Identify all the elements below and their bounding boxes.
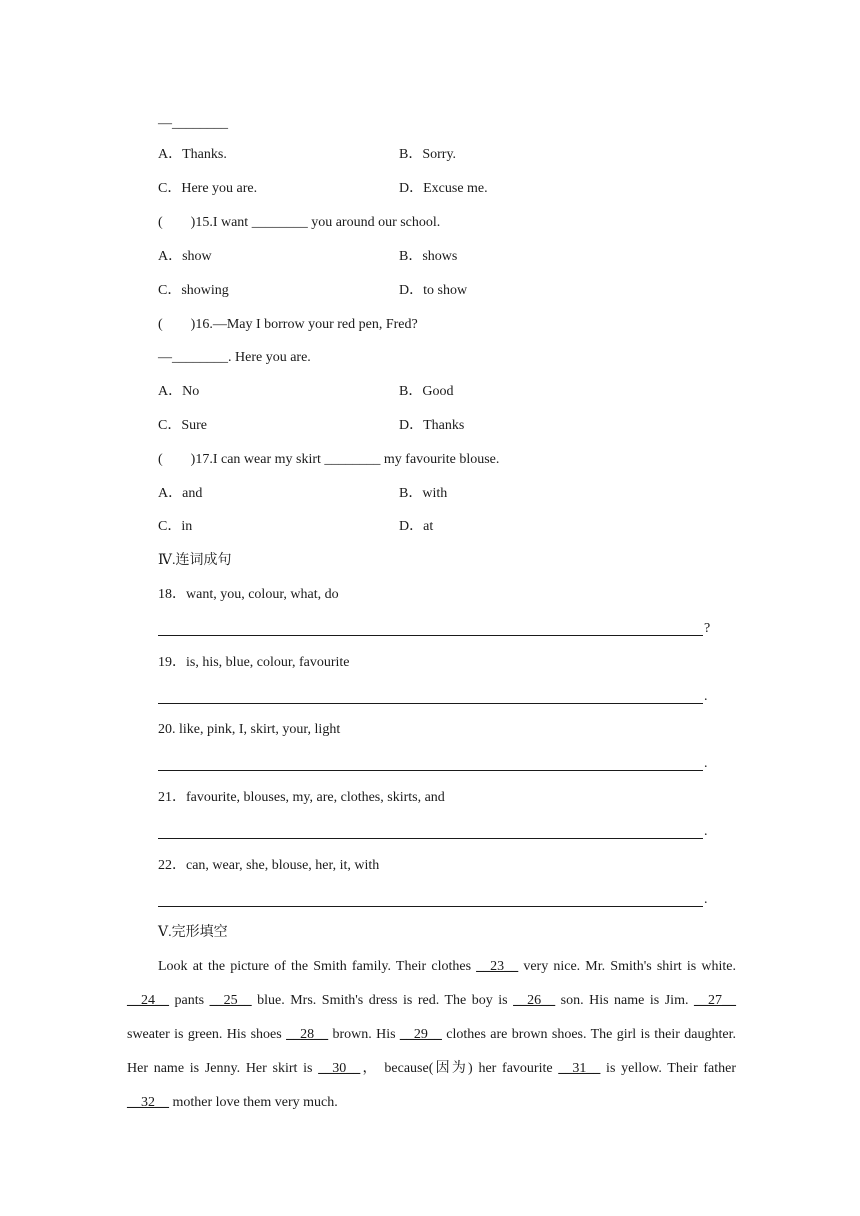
passage-text: sweater is green. His shoes [127, 1027, 287, 1042]
q19-prompt: 19．is, his, blue, colour, favourite [158, 655, 350, 670]
q15-option-a: A．show [158, 249, 212, 264]
q17-option-a: A．and [158, 486, 203, 501]
blank-23[interactable]: __23__ [476, 959, 519, 974]
q16-option-d: D．Thanks [399, 418, 465, 433]
q18-answer-line[interactable] [158, 635, 703, 636]
blank-29[interactable]: __29__ [399, 1027, 442, 1042]
q17-stem: ( )17.I can wear my skirt ________ my favourite blouse. [158, 452, 500, 467]
blank-27[interactable]: __27__ [693, 993, 736, 1008]
q14-answer-dash: —________ [158, 116, 228, 131]
q16-option-b: B．Good [399, 384, 454, 399]
q16-reply: —________. Here you are. [158, 350, 311, 365]
q20-prompt: 20. like, pink, I, skirt, your, light [158, 722, 341, 737]
q14-option-d: D．Excuse me. [399, 181, 488, 196]
passage-text: very nice. Mr. Smith's shirt is white. [518, 959, 736, 974]
q14-option-c: C．Here you are. [158, 181, 258, 196]
q16-option-c: C．Sure [158, 418, 207, 433]
passage-text: son. His name is Jim. [555, 993, 694, 1008]
blank-24[interactable]: __24__ [127, 993, 169, 1008]
blank-26[interactable]: __26__ [513, 993, 556, 1008]
q21-end-mark: . [704, 824, 708, 839]
q16-option-a: A．No [158, 384, 200, 399]
passage-text: ， because(因为) her favourite [360, 1061, 559, 1076]
passage-text: is yellow. Their father [600, 1061, 736, 1076]
q15-option-b: B．shows [399, 249, 458, 264]
q22-prompt: 22．can, wear, she, blouse, her, it, with [158, 858, 380, 873]
q22-answer-line[interactable] [158, 906, 703, 907]
q22-end-mark: . [704, 892, 708, 907]
q16-stem: ( )16.—May I borrow your red pen, Fred? [158, 317, 418, 332]
q17-option-b: B．with [399, 486, 448, 501]
q18-end-mark: ? [704, 621, 711, 636]
passage-text: clothes are brown shoes. The girl is their daughter. Her name is Jenny. Her skirt is [127, 1027, 736, 1076]
q15-stem: ( )15.I want ________ you around our school. [158, 215, 441, 230]
blank-31[interactable]: __31__ [558, 1061, 601, 1076]
q19-answer-line[interactable] [158, 703, 703, 704]
passage-text: blue. Mrs. Smith's dress is red. The boy is [251, 993, 514, 1008]
q17-option-d: D．at [399, 519, 434, 534]
passage-text: mother love them very much. [169, 1095, 338, 1110]
blank-25[interactable]: __25__ [209, 993, 252, 1008]
blank-32[interactable]: __32__ [127, 1095, 169, 1110]
q20-answer-line[interactable] [158, 770, 703, 771]
blank-30[interactable]: __30__ [318, 1061, 361, 1076]
section5-title: Ⅴ.完形填空 [158, 925, 228, 940]
cloze-passage [127, 950, 736, 1120]
q20-end-mark: . [704, 756, 708, 771]
passage-text: Look at the picture of the Smith family. Their clothes [158, 959, 477, 974]
passage-text: pants [169, 993, 210, 1008]
q21-answer-line[interactable] [158, 838, 703, 839]
q21-prompt: 21．favourite, blouses, my, are, clothes, skirts, and [158, 790, 445, 805]
q15-option-c: C．showing [158, 283, 229, 298]
q19-end-mark: . [704, 689, 708, 704]
q17-option-c: C．in [158, 519, 193, 534]
passage-text: brown. His [328, 1027, 400, 1042]
q15-option-d: D．to show [399, 283, 468, 298]
q14-option-a: A．Thanks. [158, 147, 227, 162]
section4-title: Ⅳ.连词成句 [158, 553, 232, 568]
blank-28[interactable]: __28__ [286, 1027, 329, 1042]
q18-prompt: 18．want, you, colour, what, do [158, 587, 339, 602]
q14-option-b: B．Sorry. [399, 147, 457, 162]
